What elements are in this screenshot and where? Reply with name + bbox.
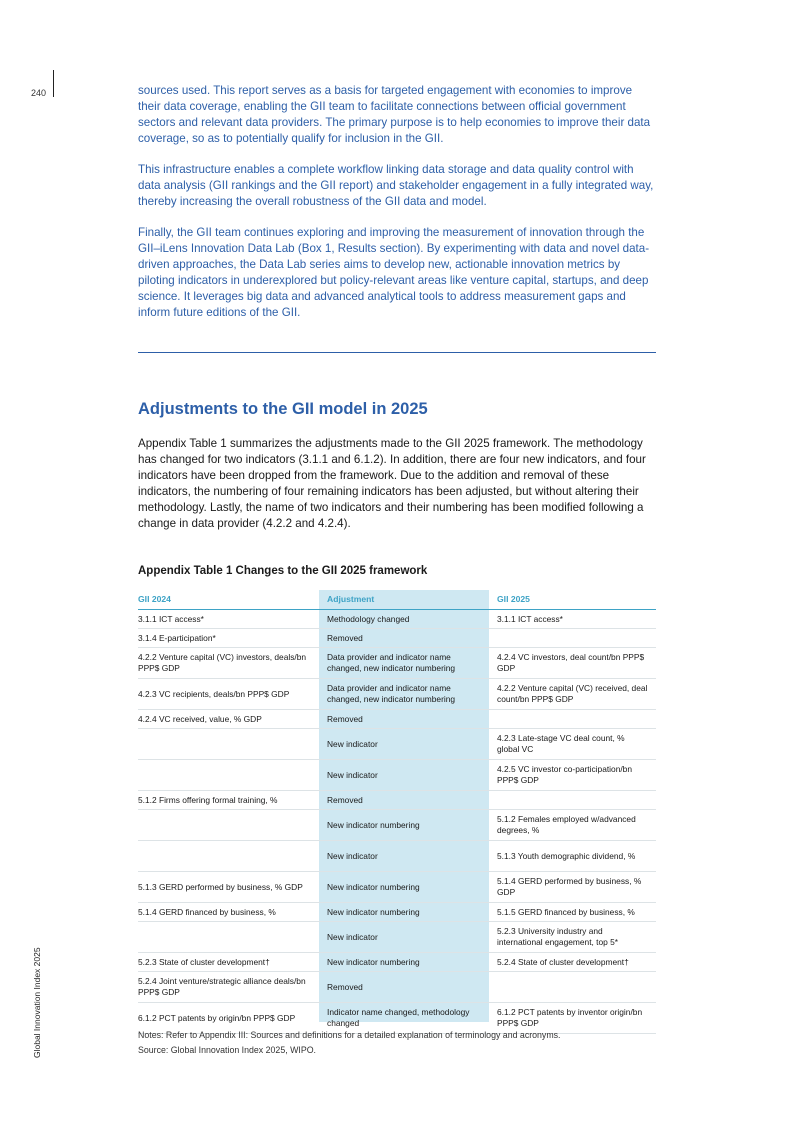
cell-gii-2024: 3.1.1 ICT access* — [138, 610, 319, 629]
cell-adjustment: Methodology changed — [319, 610, 489, 629]
cell-gii-2025: 5.2.3 University industry and international engagement, top 5* — [489, 922, 656, 953]
cell-adjustment: New indicator — [319, 841, 489, 872]
table-row — [138, 760, 656, 791]
cell-adjustment: New indicator — [319, 760, 489, 791]
cell-gii-2025: 4.2.2 Venture capital (VC) received, deal count/bn PPP$ GDP — [489, 679, 656, 710]
page-number: 240 — [31, 88, 47, 98]
intro-paragraph-3: Finally, the GII team continues exploring and improving the measurement of innovation through the GII–iLens Innovation Data Lab (Box 1, Results section). By experimenting with data and novel data-driven approaches, the Data Lab series aims to develop new, actionable innovation metrics by piloting indicators in underexplored but policy-relevant areas like venture capital, startups, and deep science. It leverages big data and advanced analytical tools to address measurement gaps and inform future editions of the GII. — [138, 226, 650, 319]
changes-table-container — [138, 590, 656, 1034]
table-row — [138, 903, 656, 922]
cell-adjustment: Removed — [319, 972, 489, 1003]
intro-paragraph-1: sources used. This report serves as a basis for targeted engagement with economies to improve their data coverage, enabling the GII team to facilitate connections between official government sectors and relevant data providers. The primary purpose is to help economies to improve their data coverage, so as to potentially qualify for inclusion in the GII. — [138, 84, 651, 145]
table-row — [138, 872, 656, 903]
cell-gii-2025: 5.1.3 Youth demographic dividend, % — [489, 841, 656, 872]
table-row — [138, 648, 656, 679]
cell-gii-2025 — [489, 972, 656, 1003]
header-gii-2025: GII 2025 — [489, 590, 656, 610]
cell-gii-2024: 5.2.4 Joint venture/strategic alliance deals/bn PPP$ GDP — [138, 972, 319, 1003]
cell-gii-2025: 5.1.4 GERD performed by business, % GDP — [489, 872, 656, 903]
section-heading: Adjustments to the GII model in 2025 — [138, 400, 428, 418]
table-row — [138, 729, 656, 760]
cell-gii-2025 — [489, 710, 656, 729]
cell-gii-2024: 5.2.3 State of cluster development† — [138, 953, 319, 972]
cell-gii-2025: 5.1.2 Females employed w/advanced degrees, % — [489, 810, 656, 841]
cell-gii-2025 — [489, 791, 656, 810]
cell-gii-2024: 5.1.3 GERD performed by business, % GDP — [138, 872, 319, 903]
changes-table — [138, 590, 656, 1034]
cell-gii-2025: 4.2.4 VC investors, deal count/bn PPP$ GDP — [489, 648, 656, 679]
cell-gii-2025 — [489, 629, 656, 648]
cell-adjustment: Indicator name changed, methodology changed — [319, 1003, 489, 1034]
cell-adjustment: New indicator — [319, 729, 489, 760]
cell-gii-2024 — [138, 841, 319, 872]
cell-adjustment: Data provider and indicator name changed, new indicator numbering — [319, 648, 489, 679]
cell-gii-2025: 5.2.4 State of cluster development† — [489, 953, 656, 972]
notes-text: Notes: Refer to Appendix III: Sources and definitions for a detailed explanation of terminology and acronyms. — [138, 1030, 561, 1040]
table-header-row — [138, 590, 656, 610]
cell-adjustment: Data provider and indicator name changed, new indicator numbering — [319, 679, 489, 710]
cell-adjustment: New indicator numbering — [319, 953, 489, 972]
table-row — [138, 710, 656, 729]
cell-gii-2024 — [138, 729, 319, 760]
table-row — [138, 841, 656, 872]
cell-adjustment: New indicator — [319, 922, 489, 953]
cell-gii-2025: 4.2.3 Late-stage VC deal count, % global VC — [489, 729, 656, 760]
table-row — [138, 922, 656, 953]
table-notes — [138, 1028, 656, 1058]
cell-gii-2025: 4.2.5 VC investor co-participation/bn PPP$ GDP — [489, 760, 656, 791]
cell-gii-2024: 3.1.4 E-participation* — [138, 629, 319, 648]
side-running-title: Global Innovation Index 2025 — [32, 947, 42, 1058]
table-title: Appendix Table 1 Changes to the GII 2025 framework — [138, 565, 428, 577]
cell-gii-2024 — [138, 760, 319, 791]
cell-adjustment: New indicator numbering — [319, 872, 489, 903]
header-adjustment: Adjustment — [319, 590, 489, 610]
table-row — [138, 953, 656, 972]
cell-adjustment: Removed — [319, 791, 489, 810]
table-row — [138, 972, 656, 1003]
cell-adjustment: New indicator numbering — [319, 810, 489, 841]
cell-gii-2024: 4.2.3 VC recipients, deals/bn PPP$ GDP — [138, 679, 319, 710]
cell-gii-2025: 5.1.5 GERD financed by business, % — [489, 903, 656, 922]
cell-gii-2024: 4.2.4 VC received, value, % GDP — [138, 710, 319, 729]
cell-gii-2024: 5.1.4 GERD financed by business, % — [138, 903, 319, 922]
intro-section — [138, 83, 656, 336]
section-body: Appendix Table 1 summarizes the adjustments made to the GII 2025 framework. The methodology has changed for two indicators (3.1.1 and 6.1.2). In addition, there are four new indicators, and four indicators have been dropped from the framework. Due to the addition and removal of these indicators, the numbering of four remaining indicators has been adjusted, but without altering their methodology. Lastly, the name of two indicators and their numbering has been modified following a change in data provider (4.2.2 and 4.2.4). — [138, 437, 646, 530]
source-text: Source: Global Innovation Index 2025, WIPO. — [138, 1045, 316, 1055]
page-number-rule — [53, 70, 54, 97]
table-row — [138, 610, 656, 629]
table-row — [138, 810, 656, 841]
cell-adjustment: New indicator numbering — [319, 903, 489, 922]
cell-adjustment: Removed — [319, 710, 489, 729]
cell-adjustment: Removed — [319, 629, 489, 648]
cell-gii-2024: 4.2.2 Venture capital (VC) investors, deals/bn PPP$ GDP — [138, 648, 319, 679]
intro-paragraph-2: This infrastructure enables a complete workflow linking data storage and data quality control with data analysis (GII rankings and the GII report) and stakeholder engagement in a fully integrated way, thereby increasing the overall robustness of the GII data and model. — [138, 163, 654, 208]
table-row — [138, 679, 656, 710]
cell-gii-2024: 6.1.2 PCT patents by origin/bn PPP$ GDP — [138, 1003, 319, 1034]
table-row — [138, 629, 656, 648]
cell-gii-2025: 6.1.2 PCT patents by inventor origin/bn PPP$ GDP — [489, 1003, 656, 1034]
cell-gii-2025: 3.1.1 ICT access* — [489, 610, 656, 629]
cell-gii-2024: 5.1.2 Firms offering formal training, % — [138, 791, 319, 810]
cell-gii-2024 — [138, 810, 319, 841]
cell-gii-2024 — [138, 922, 319, 953]
table-row — [138, 791, 656, 810]
header-gii-2024: GII 2024 — [138, 590, 319, 610]
section-divider — [138, 352, 656, 353]
